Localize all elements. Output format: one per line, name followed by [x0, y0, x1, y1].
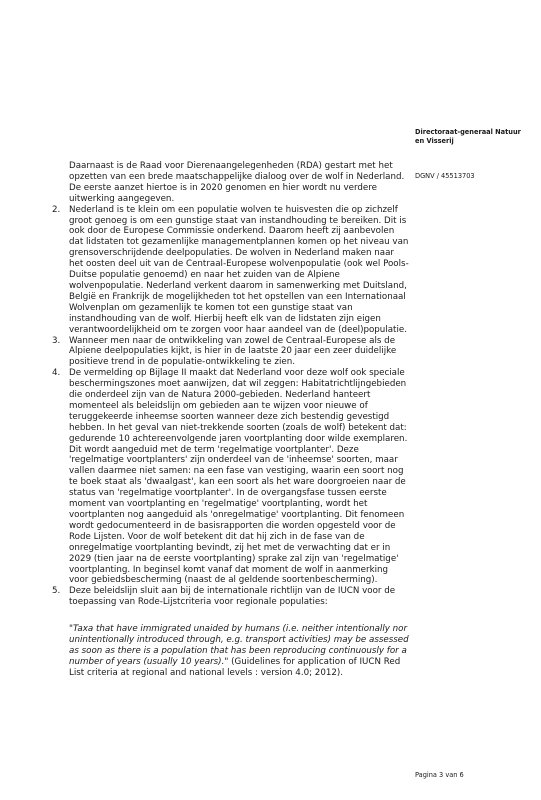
intro-paragraph: Daarnaast is de Raad voor Dierenaangelegenheden (RDA) gestart met het opzetten van een brede maatschappelijke dialoog over de wolf in Nederland. De eerste aanzet hiertoe is in 2020 genomen en hier wordt nu verdere uitwerking aangegeven. [69, 161, 405, 204]
list-item-4 [52, 368, 409, 586]
list-item-text: Nederland is te klein om een populatie wolven te huisvesten die op zichzelf groot genoeg is om een gunstige staat van instandhouding te bereiken. Dit is ook door de Europese Commissie onderkend. Daarom heeft zij aanbevolen dat lidstaten tot gezamenlijke managementplannen komen op het niveau van grensoverschrijdende deelpopulaties. De wolven in Nederland maken naar het oosten deel uit van de Centraal-Europese wolvenpopulatie (ook wel Pools-Duitse populatie genoemd) en naar het zuiden van de Alpiene wolvenpopulatie. Nederland verkent daarom in samenwerking met Duitsland, België en Frankrijk de mogelijkheden tot het opstellen van een Internationaal Wolvenplan om gezamenlijk te komen tot een gunstige staat van instandhouding van de wolf. Hierbij heeft elk van de lidstaten zijn eigen verantwoordelijkheid om te zorgen voor haar aandeel van de (deel)populatie. [69, 204, 409, 335]
list-item-number: 5. [52, 586, 61, 597]
list-item-number: 4. [52, 368, 61, 379]
document-reference: DGNV / 45513703 [415, 172, 475, 180]
quote-text: "Taxa that have immigrated unaided by humans (i.e. neither intentionally nor unintentionally introduced through, e.g. transport activities) may be assessed as soon as there is a population that has been reproducing continuously for a number of years (usually 10 years)." [69, 624, 409, 668]
numbered-list [52, 205, 409, 609]
list-item-text: Wanneer men naar de ontwikkeling van zowel de Centraal-Europese als de Alpiene deelpopulaties kijkt, is hier in de laatste 20 jaar een zeer duidelijke positieve trend in de populatie-ontwikkeling te zien. [69, 335, 397, 368]
iucn-quote [69, 624, 409, 679]
document-body [52, 161, 409, 679]
quote-citation: (Guidelines for application of IUCN Red List criteria at regional and national levels : version 4.0; 2012). [69, 657, 401, 679]
list-item-5 [52, 586, 409, 608]
page-number: Pagina 3 van 6 [415, 771, 464, 779]
department-name: Directoraat-generaal Natuur en Visserij [415, 128, 521, 145]
list-item-3 [52, 336, 409, 369]
list-item-text: De vermelding op Bijlage II maakt dat Nederland voor deze wolf ook speciale beschermingszones moet aanwijzen, dat wil zeggen: Habitatrichtlijngebieden die onderdeel zijn van de Natura 2000-gebieden. Nederland hanteert momenteel als beleidslijn om gebieden aan te wijzen voor nieuwe of teruggekeerde inheemse soorten wanneer deze zich bestendig gevestigd hebben. In het geval van niet-trekkende soorten (zoals de wolf) betekent dat: gedurende 10 achtereenvolgende jaren voortplanting door wilde exemplaren. Dit wordt aangeduid met de term 'regelmatige voortplanter'. Deze 'regelmatige voortplanters' zijn onderdeel van de 'inheemse' soorten, maar vallen daarmee niet samen: na een fase van vestiging, waarin een soort nog te boek staat als 'dwaalgast', kan een soort als het ware doorgroeien naar de status van 'regelmatige voortplanter'. In de overgangsfase tussen eerste moment van voortplanting en 'regelmatige' voortplanting, wordt het voortplanten nog aangeduid als 'onregelmatige' voortplanting. Dit fenomeen wordt gedocumenteerd in de basisrapporten die worden opgesteld voor de Rode Lijsten. Voor de wolf betekent dit dat hij zich in de fase van de onregelmatige voortplanting bevindt, zij het met de verwachting dat er in 2029 (tien jaar na de eerste voortplanting) sprake zal zijn van 'regelmatige' voortplanting. In beginsel komt vanaf dat moment de wolf in aanmerking voor gebiedsbescherming (naast de al geldende soortenbescherming). [69, 368, 408, 586]
list-item-text: Deze beleidslijn sluit aan bij de internationale richtlijn van de IUCN voor de toepassing van Rode-Lijstcriteria voor regionale populaties: [69, 586, 396, 608]
list-item-number: 3. [52, 335, 61, 346]
list-item-2 [52, 205, 409, 336]
list-item-number: 2. [52, 204, 61, 215]
sidebar-header [415, 128, 535, 181]
